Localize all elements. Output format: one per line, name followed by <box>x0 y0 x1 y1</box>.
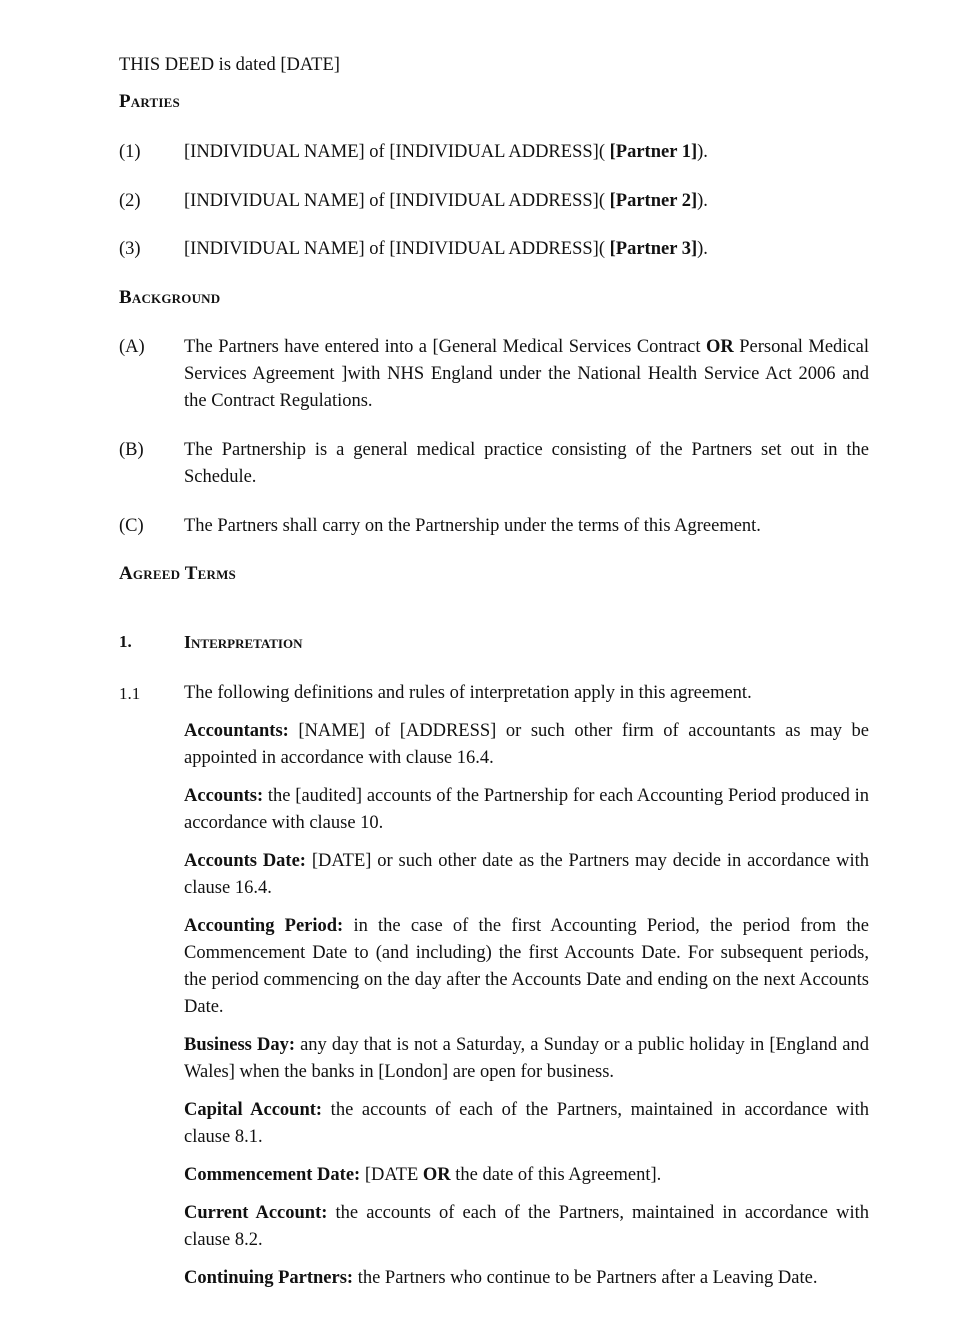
definition-text: the Partners who continue to be Partners after a Leaving Date. <box>353 1268 818 1288</box>
party-suffix: ). <box>697 142 708 162</box>
definition-term: Current Account: <box>184 1203 328 1223</box>
party-number: (2) <box>119 191 141 211</box>
recital-text-part: Personal Medical Services Agreement ]with NHS England under the National Health Service Act 2006 and the Contract Regulations. <box>184 337 869 411</box>
party-text <box>184 188 869 215</box>
definition <box>184 783 869 837</box>
party-number: (3) <box>119 239 141 259</box>
subclause-text: The following definitions and rules of interpretation apply in this agreement. <box>184 683 752 703</box>
definition-term: Accounts Date: <box>184 851 306 871</box>
definition-term: Continuing Partners: <box>184 1268 354 1288</box>
definition-term: Business Day: <box>184 1035 295 1055</box>
definition-text: in the case of the first Accounting Period, the period from the Commencement Date to (and including) the first Accounts Date. For subsequent periods, the period commencing on the day after the Accounts Date and ending on the next Accounts Date. <box>184 916 870 1017</box>
recital-text: The Partnership is a general medical practice consisting of the Partners set out in the Schedule. <box>184 440 869 487</box>
background-heading: Background <box>119 287 221 308</box>
recital-number: (A) <box>119 337 145 357</box>
definition <box>184 718 869 772</box>
definition-or: OR <box>422 1165 451 1185</box>
subclause-number: 1.1 <box>119 684 141 703</box>
recital-text-part: The Partners have entered into a [General Medical Services Contract <box>184 337 706 357</box>
agreed-terms-heading: Agreed Terms <box>119 563 236 584</box>
party-suffix: ). <box>697 191 708 211</box>
definition-term: Accounts: <box>184 786 264 806</box>
party-suffix: ). <box>697 239 708 259</box>
recital-text: The Partners shall carry on the Partnership under the terms of this Agreement. <box>184 516 761 536</box>
party-number: (1) <box>119 142 141 162</box>
party-name-address: [INDIVIDUAL NAME] of [INDIVIDUAL ADDRESS]( <box>184 142 610 162</box>
definition <box>184 1200 869 1254</box>
recital-number: (B) <box>119 440 144 460</box>
definition-text: any day that is not a Saturday, a Sunday or a public holiday in [England and Wales] when the banks in [London] are open for business. <box>184 1035 869 1082</box>
clause-title: Interpretation <box>184 632 303 652</box>
definition-text: the date of this Agreement]. <box>450 1165 662 1185</box>
deed-date-line: THIS DEED is dated [DATE] <box>119 55 340 75</box>
party-label: [Partner 1] <box>609 142 698 162</box>
definition-text: the accounts of each of the Partners, maintained in accordance with clause 8.2. <box>184 1203 869 1250</box>
definition-term: Accounting Period: <box>184 916 344 936</box>
definition-text: [DATE <box>360 1165 423 1185</box>
recital-text <box>184 334 869 415</box>
party-label: [Partner 2] <box>609 191 698 211</box>
definition <box>184 848 869 902</box>
definition-text: [NAME] of [ADDRESS] or such other firm of accountants as may be appointed in accordance with clause 16.4. <box>184 721 869 768</box>
recital-number: (C) <box>119 516 144 536</box>
party-label: [Partner 3] <box>609 239 698 259</box>
definition <box>184 1097 869 1151</box>
clause-number: 1. <box>119 632 132 651</box>
definition-term: Accountants: <box>184 721 289 741</box>
definition-text: the accounts of each of the Partners, maintained in accordance with clause 8.1. <box>184 1100 870 1147</box>
definition <box>184 1032 869 1086</box>
recital-or: OR <box>706 337 734 357</box>
party-name-address: [INDIVIDUAL NAME] of [INDIVIDUAL ADDRESS]( <box>184 239 610 259</box>
party-name-address: [INDIVIDUAL NAME] of [INDIVIDUAL ADDRESS]( <box>184 191 610 211</box>
definition-term: Commencement Date: <box>184 1165 361 1185</box>
definition <box>184 1162 869 1189</box>
party-text <box>184 236 869 263</box>
definition-text: the [audited] accounts of the Partnership for each Accounting Period produced in accordance with clause 10. <box>184 786 869 833</box>
parties-heading: Parties <box>119 91 180 112</box>
party-text <box>184 139 869 166</box>
definition-text: [DATE] or such other date as the Partners may decide in accordance with clause 16.4. <box>184 851 869 898</box>
definition <box>184 1265 869 1292</box>
definition <box>184 913 869 1021</box>
definition-term: Capital Account: <box>184 1100 323 1120</box>
